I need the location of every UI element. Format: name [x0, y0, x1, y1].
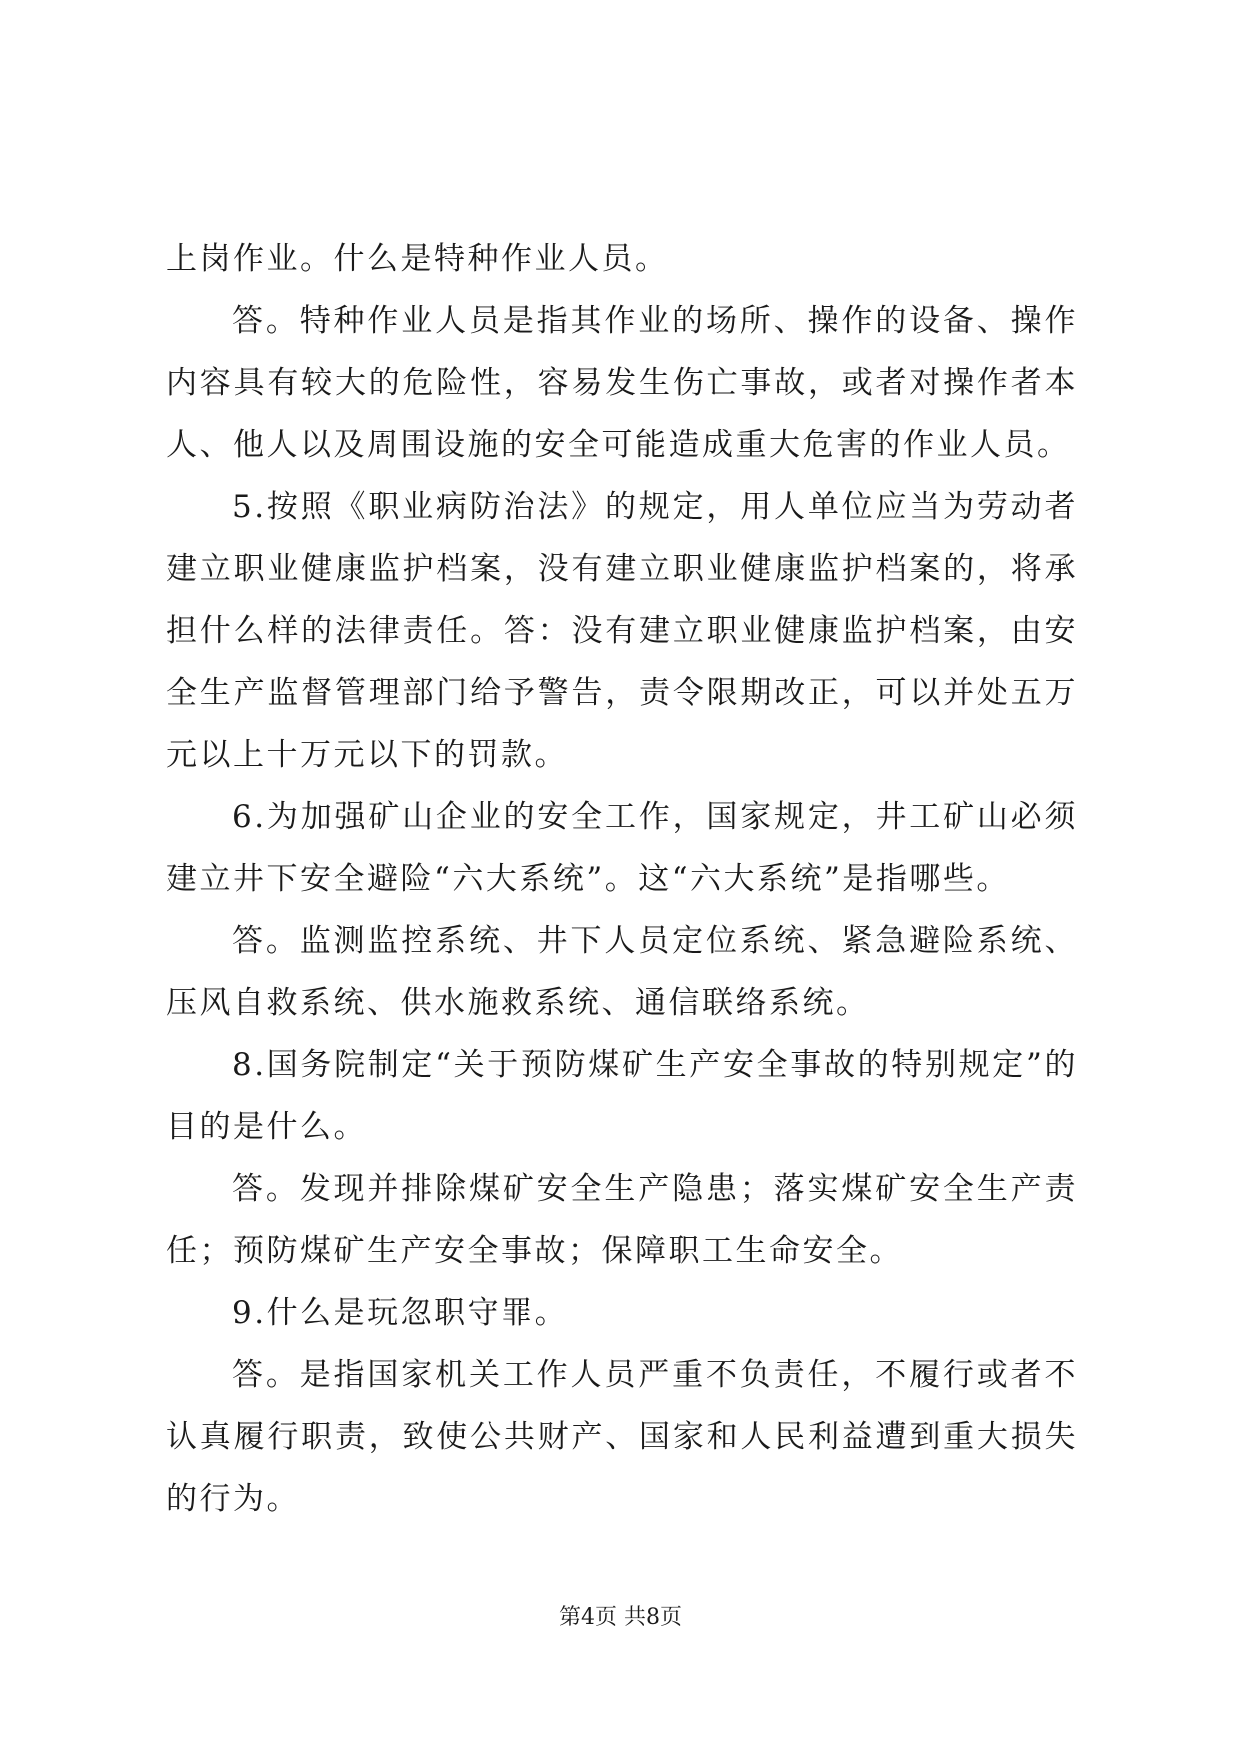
document-body	[166, 228, 1078, 1530]
paragraph-continuation: 上岗作业。什么是特种作业人员。	[166, 241, 669, 277]
paragraph-question-9: 9.什么是玩忽职守罪。	[232, 1295, 569, 1331]
paragraph-answer-8: 答。发现并排除煤矿安全生产隐患；落实煤矿安全生产责任；预防煤矿生产安全事故；保障职工生命安全。	[166, 1171, 1078, 1269]
paragraph-answer-special-workers: 答。特种作业人员是指其作业的场所、操作的设备、操作内容具有较大的危险性，容易发生伤亡事故，或者对操作者本人、他人以及周围设施的安全可能造成重大危害的作业人员。	[166, 303, 1078, 463]
page-number-footer: 第4页 共8页	[559, 1605, 682, 1630]
paragraph-question-8: 8.国务院制定“关于预防煤矿生产安全事故的特别规定”的目的是什么。	[166, 1047, 1078, 1145]
paragraph-answer-9: 答。是指国家机关工作人员严重不负责任，不履行或者不认真履行职责，致使公共财产、国家和人民利益遭到重大损失的行为。	[166, 1357, 1078, 1517]
paragraph-question-6: 6.为加强矿山企业的安全工作，国家规定，井工矿山必须建立井下安全避险“六大系统”。这“六大系统”是指哪些。	[166, 799, 1078, 897]
paragraph-answer-6: 答。监测监控系统、井下人员定位系统、紧急避险系统、压风自救系统、供水施救系统、通信联络系统。	[166, 923, 1078, 1021]
paragraph-question-5: 5.按照《职业病防治法》的规定，用人单位应当为劳动者建立职业健康监护档案，没有建立职业健康监护档案的，将承担什么样的法律责任。答：没有建立职业健康监护档案，由安全生产监督管理部门给予警告，责令限期改正，可以并处五万元以上十万元以下的罚款。	[166, 489, 1078, 773]
